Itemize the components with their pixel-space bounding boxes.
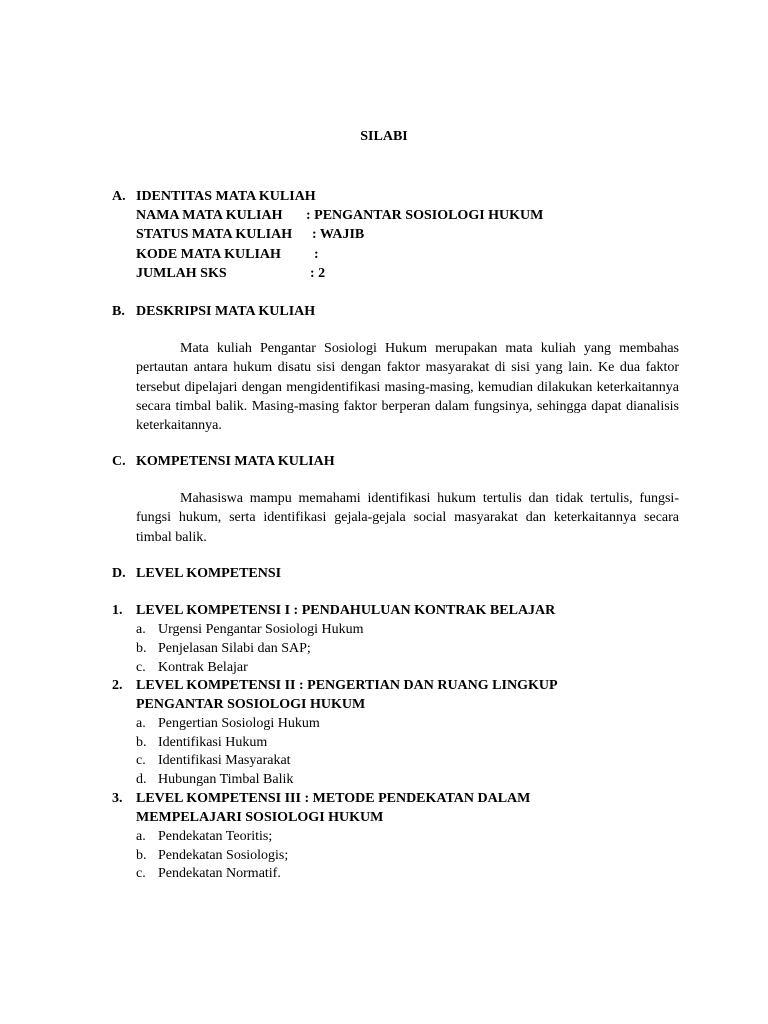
level-1-item-letter: b. xyxy=(136,641,147,656)
identity-value-sks: : 2 xyxy=(310,266,326,281)
level-3-item-letter: b. xyxy=(136,848,147,863)
section-b-heading: DESKRIPSI MATA KULIAH xyxy=(136,304,316,319)
level-2-item-letter: c. xyxy=(136,753,146,768)
level-3-item: Pendekatan Normatif. xyxy=(158,866,281,881)
section-d-letter: D. xyxy=(112,566,126,581)
level-3-item: Pendekatan Sosiologis; xyxy=(158,848,289,863)
section-c-paragraph xyxy=(136,489,679,547)
identity-value-kode: : xyxy=(314,247,319,262)
level-3-item-letter: a. xyxy=(136,829,146,844)
identity-value-status: : WAJIB xyxy=(312,227,365,242)
level-3-item: Pendekatan Teoritis; xyxy=(158,829,273,844)
section-d-heading: LEVEL KOMPETENSI xyxy=(136,566,282,581)
identity-label-status: STATUS MATA KULIAH xyxy=(136,227,293,242)
identity-label-nama: NAMA MATA KULIAH xyxy=(136,208,283,223)
section-c-letter: C. xyxy=(112,454,126,469)
level-2-item: Hubungan Timbal Balik xyxy=(158,772,294,787)
level-3-item-letter: c. xyxy=(136,866,146,881)
level-1-item-letter: a. xyxy=(136,622,146,637)
level-2-item: Identifikasi Hukum xyxy=(158,735,268,750)
identity-label-sks: JUMLAH SKS xyxy=(136,266,227,281)
level-2-item-letter: d. xyxy=(136,772,147,787)
level-1-item-letter: c. xyxy=(136,660,146,675)
level-2-item-letter: a. xyxy=(136,716,146,731)
level-3-title-line-2: MEMPELAJARI SOSIOLOGI HUKUM xyxy=(136,810,384,825)
level-1-title: LEVEL KOMPETENSI I : PENDAHULUAN KONTRAK BELAJAR xyxy=(136,603,556,618)
section-a-heading: IDENTITAS MATA KULIAH xyxy=(136,189,316,204)
level-2-item: Identifikasi Masyarakat xyxy=(158,753,291,768)
level-3-number: 3. xyxy=(112,791,123,806)
section-b-paragraph-text: Mata kuliah Pengantar Sosiologi Hukum merupakan mata kuliah yang membahas pertautan antara hukum disatu sisi dengan faktor masyarakat di sisi yang lain. Ke dua faktor tersebut dipelajari dengan mengidentifikasi masing-masing, kemudian dilakukan keterkaitannya secara timbal balik. Masing-masing faktor berperan dalam fungsinya, sehingga dapat dianalisis keterkaitannya. xyxy=(136,341,679,434)
level-2-number: 2. xyxy=(112,678,123,693)
level-1-number: 1. xyxy=(112,603,123,618)
document-title: SILABI xyxy=(360,129,408,144)
level-2-item: Pengertian Sosiologi Hukum xyxy=(158,716,320,731)
level-1-item: Urgensi Pengantar Sosiologi Hukum xyxy=(158,622,364,637)
level-2-title-line-1: LEVEL KOMPETENSI II : PENGERTIAN DAN RUANG LINGKUP xyxy=(136,678,558,693)
section-c-heading: KOMPETENSI MATA KULIAH xyxy=(136,454,335,469)
level-1-item: Kontrak Belajar xyxy=(158,660,248,675)
level-2-title-line-2: PENGANTAR SOSIOLOGI HUKUM xyxy=(136,697,366,712)
level-3-title-line-1: LEVEL KOMPETENSI III : METODE PENDEKATAN DALAM xyxy=(136,791,531,806)
identity-value-nama: : PENGANTAR SOSIOLOGI HUKUM xyxy=(306,208,544,223)
section-b-paragraph xyxy=(136,339,679,435)
identity-label-kode: KODE MATA KULIAH xyxy=(136,247,281,262)
level-1-item: Penjelasan Silabi dan SAP; xyxy=(158,641,311,656)
section-b-letter: B. xyxy=(112,304,125,319)
level-2-item-letter: b. xyxy=(136,735,147,750)
section-a-letter: A. xyxy=(112,189,126,204)
section-c-paragraph-text: Mahasiswa mampu memahami identifikasi hukum tertulis dan tidak tertulis, fungsi-fungsi hukum, serta identifikasi gejala-gejala social masyarakat dan keterkaitannya secara timbal balik. xyxy=(136,491,679,545)
